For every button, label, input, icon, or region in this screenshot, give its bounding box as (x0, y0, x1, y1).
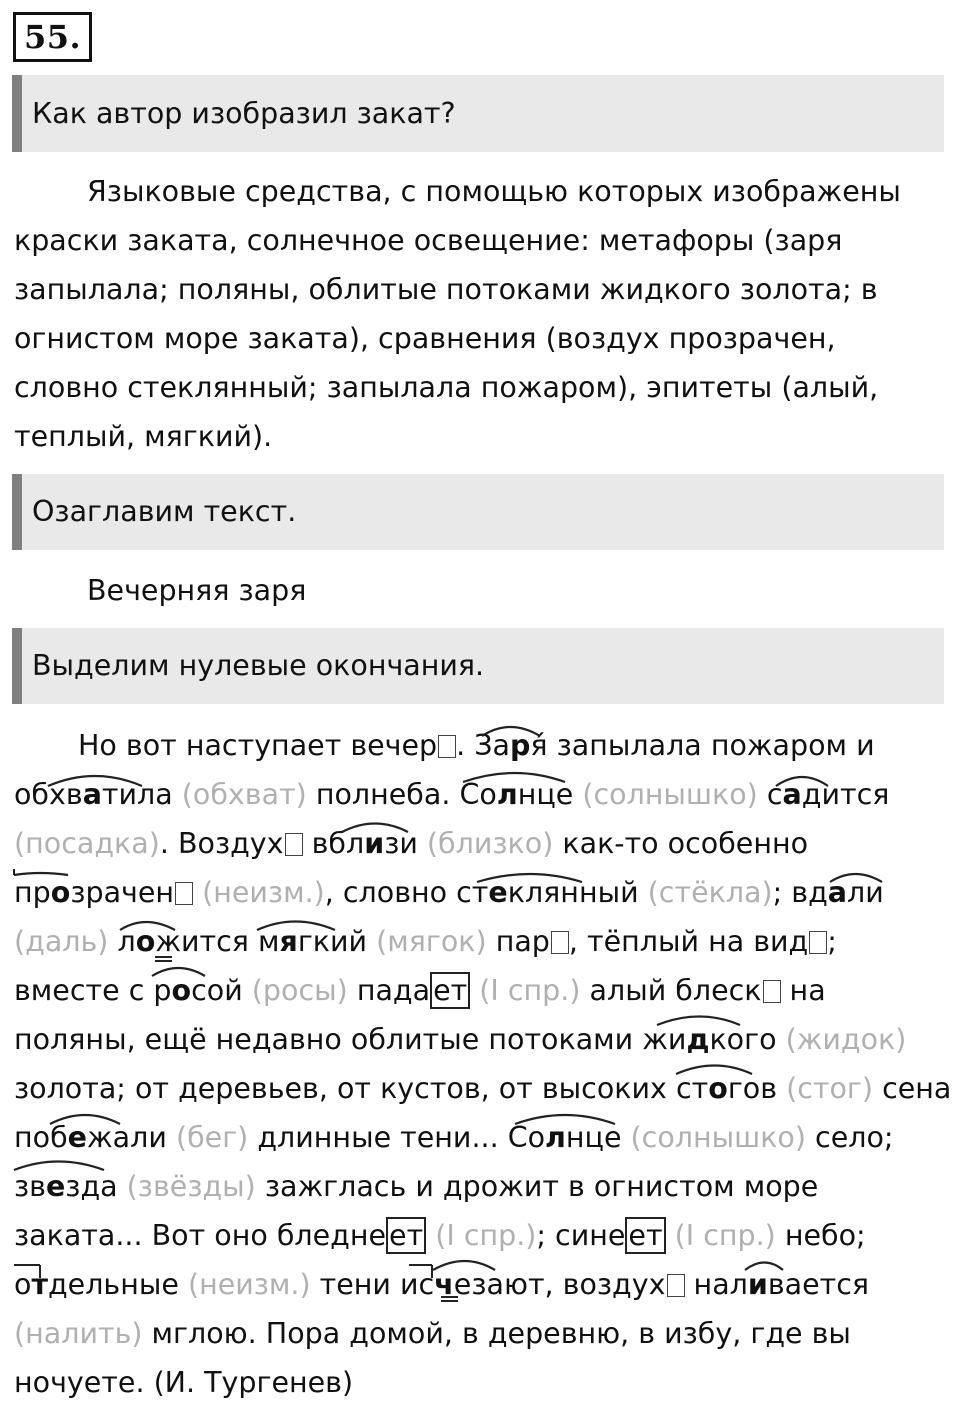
text-line: обхватила (обхват) полнеба. Солнце (солнышко) садится (14, 778, 890, 811)
text-line: ночуете. (И. Тургенев) (14, 1366, 354, 1399)
text-line: звезда (звёзды) зажглась и дрожит в огнистом море (14, 1170, 819, 1203)
text-line: (посадка). Воздух вблизи (близко) как-то особенно (14, 827, 809, 860)
ending-box: ет (386, 1217, 426, 1254)
answer-line: теплый, мягкий). (14, 420, 273, 453)
annotated-text (14, 721, 952, 1407)
text-line: поляны, ещё недавно облитые потоками жидкого (жидок) (14, 1023, 907, 1056)
zero-ending-box (763, 980, 781, 1003)
question-2 (12, 474, 944, 550)
question-3-text: Выделим нулевые окончания. (32, 649, 485, 682)
text-line: вместе с росой (росы) пада ет (I спр.) алый блеск на (14, 974, 826, 1007)
question-1-text: Как автор изобразил закат? (32, 97, 456, 130)
question-3 (12, 628, 944, 704)
question-1 (12, 75, 944, 152)
ending-box: ет (625, 1217, 665, 1254)
zero-ending-box (551, 931, 569, 954)
text-line: Но вот наступает вечер . Заря́ запылала пожаром и (78, 729, 875, 762)
zero-ending-box (667, 1274, 685, 1297)
zero-ending-box (809, 931, 827, 954)
text-line: заката... Вот оно бледне ет (I спр.); сине ет (I спр.) небо; (14, 1219, 866, 1252)
answer-1 (14, 167, 949, 461)
exercise-number: 55. (13, 12, 92, 62)
text-line: побежали (бег) длинные тени... Солнце (солнышко) село; (14, 1121, 894, 1154)
text-line: (налить) мглою. Пора домой, в деревню, в избу, где вы (14, 1317, 851, 1350)
question-2-text: Озаглавим текст. (32, 495, 297, 528)
text-line: прозрачен (неизм.), словно стеклянный (стёкла); вдали (14, 876, 884, 909)
answer-line: краски заката, солнечное освещение: метафоры (заря (14, 224, 843, 257)
zero-ending-box (285, 833, 303, 856)
answer-line: запылала; поляны, облитые потоками жидкого золота; в (14, 273, 878, 306)
ending-box: ет (430, 972, 470, 1009)
title-answer: Вечерняя заря (87, 574, 307, 607)
answer-line: Языковые средства, с помощью которых изображены (87, 175, 901, 208)
answer-line: огнистом море заката), сравнения (воздух прозрачен, (14, 322, 836, 355)
answer-line: словно стеклянный; запылала пожаром), эпитеты (алый, (14, 371, 879, 404)
text-line: золота; от деревьев, от кустов, от высоких стогов (стог) сена (14, 1072, 952, 1105)
zero-ending-box (175, 882, 193, 905)
zero-ending-box (438, 735, 456, 758)
text-line: (даль) ложится мягкий (мягок) пар , тёплый на вид ; (14, 925, 837, 958)
text-line: отдельные (неизм.) тени исчезают, воздух наливается (14, 1268, 870, 1301)
